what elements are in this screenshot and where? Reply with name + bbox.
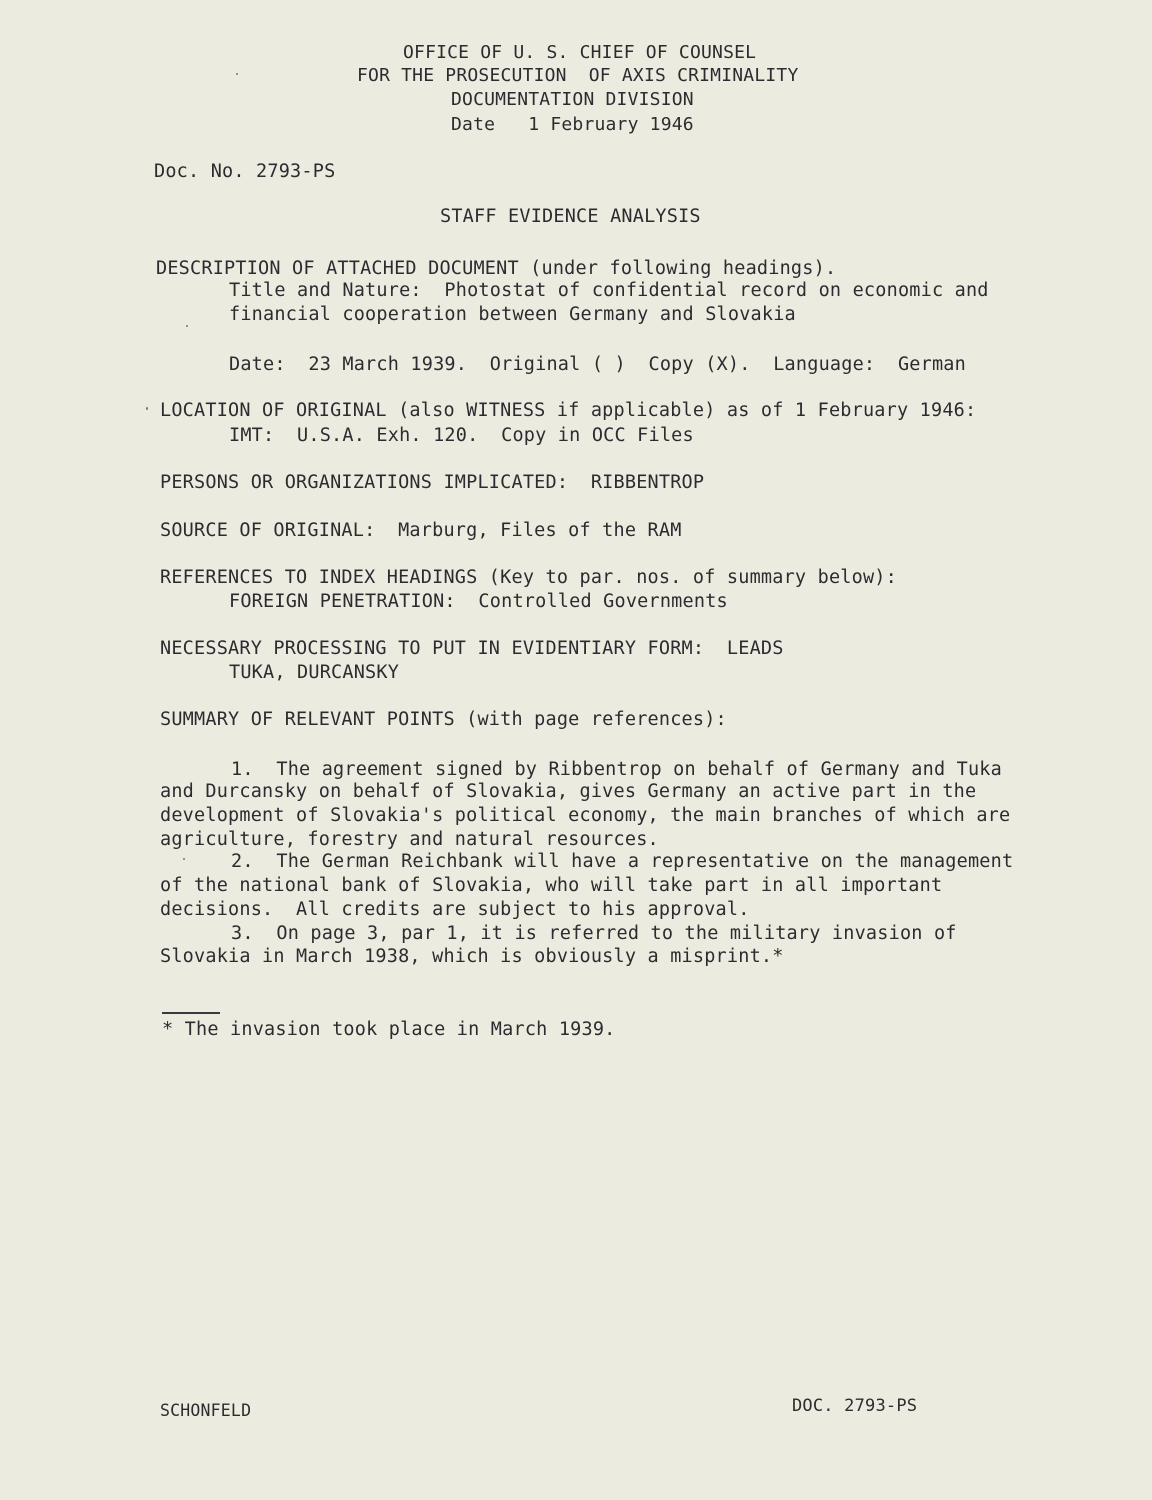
location-heading: LOCATION OF ORIGINAL (also WITNESS if applicable) as of 1 February 1946: [160,400,977,421]
footnote: * The invasion took place in March 1939. [162,1019,616,1040]
document-date: Date 1 February 1946 [451,114,694,135]
footer-analyst: SCHONFELD [160,1401,252,1420]
source-of-original: SOURCE OF ORIGINAL: Marburg, Files of the RAM [160,520,682,541]
processing-heading: NECESSARY PROCESSING TO PUT IN EVIDENTIARY FORM: LEADS [160,638,784,659]
letterhead-line-3: DOCUMENTATION DIVISION [451,89,694,110]
summary-line: Slovakia in March 1938, which is obviously a misprint.* [160,946,784,967]
summary-line: and Durcansky on behalf of Slovakia, gives Germany an active part in the [160,781,977,802]
title-and-nature-continued: financial cooperation between Germany and Slovakia [229,304,796,325]
description-heading: DESCRIPTION OF ATTACHED DOCUMENT (under following headings). [156,258,837,279]
section-title: STAFF EVIDENCE ANALYSIS [440,206,701,227]
summary-heading: SUMMARY OF RELEVANT POINTS (with page references): [160,709,727,730]
persons-implicated: PERSONS OR ORGANIZATIONS IMPLICATED: RIBBENTROP [160,472,705,493]
paper-speck [236,73,238,75]
letterhead-line-1: OFFICE OF U. S. CHIEF OF COUNSEL [403,42,757,63]
summary-line: 2. The German Reichbank will have a representative on the management [231,851,1014,872]
processing-detail: TUKA, DURCANSKY [229,662,400,683]
letterhead-line-2: FOR THE PROSECUTION OF AXIS CRIMINALITY [357,65,799,86]
summary-line: development of Slovakia's political economy, the main branches of which are [160,805,1011,826]
summary-line: 1. The agreement signed by Ribbentrop on behalf of Germany and Tuka [231,759,1002,780]
paper-speck [146,407,148,410]
references-heading: REFERENCES TO INDEX HEADINGS (Key to par. nos. of summary below): [160,567,897,588]
location-detail: IMT: U.S.A. Exh. 120. Copy in OCC Files [229,425,694,446]
footnote-divider [162,1012,220,1014]
doc-number: Doc. No. 2793-PS [154,161,336,182]
paper-speck [186,325,188,327]
title-and-nature: Title and Nature: Photostat of confidential record on economic and [229,280,989,301]
footer-doc-number: DOC. 2793-PS [792,1396,918,1416]
summary-line: 3. On page 3, par 1, it is referred to the military invasion of [231,923,957,944]
summary-line: agriculture, forestry and natural resources. [160,829,659,850]
summary-line: decisions. All credits are subject to his approval. [160,899,750,920]
paper-speck [183,858,185,860]
references-detail: FOREIGN PENETRATION: Controlled Governments [229,591,728,612]
document-date-line: Date: 23 March 1939. Original ( ) Copy (X). Language: German [229,354,966,375]
summary-line: of the national bank of Slovakia, who will take part in all important [160,875,943,896]
